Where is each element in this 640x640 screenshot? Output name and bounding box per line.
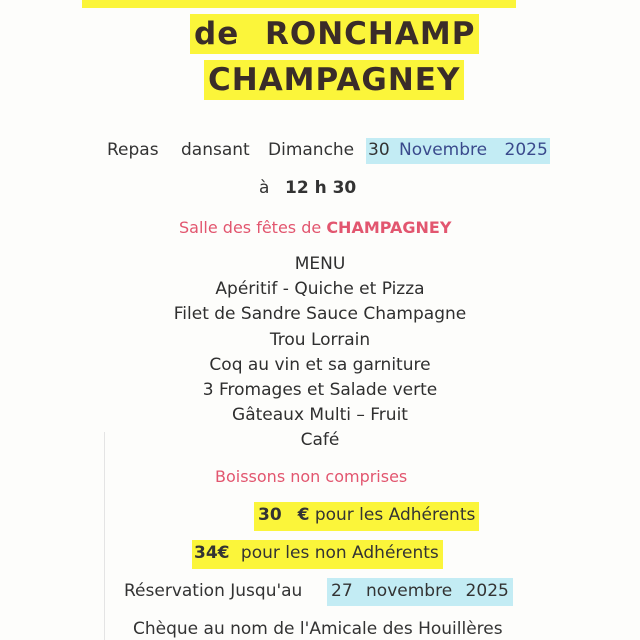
top-highlight-strip [82, 0, 516, 8]
price-nonmembers [192, 540, 443, 569]
venue-place: CHAMPAGNEY [326, 218, 452, 237]
dansant-label: dansant [181, 140, 250, 160]
price-nonmembers-label: pour les non Adhérents [240, 543, 439, 563]
menu-item: Apéritif - Quiche et Pizza [215, 279, 425, 299]
menu-item: Filet de Sandre Sauce Champagne [173, 304, 467, 324]
menu-item: Coq au vin et sa garniture [209, 355, 431, 375]
drinks-note: Boissons non comprises [215, 467, 408, 486]
venue-line [179, 218, 451, 237]
scan-edge-line [104, 432, 105, 640]
menu-item: 3 Fromages et Salade verte [202, 380, 438, 400]
event-date-month-year: Novembre 2025 [399, 140, 548, 160]
payment-note: Chèque au nom de l'Amicale des Houillères [133, 619, 503, 639]
day-label: Dimanche [268, 140, 355, 160]
title-line-2: CHAMPAGNEY [204, 60, 464, 100]
venue-prefix: Salle des fêtes de [179, 218, 322, 237]
reservation-date: 27 novembre 2025 [327, 578, 513, 606]
reservation-label: Réservation Jusqu'au [124, 581, 303, 601]
repas-label: Repas [107, 140, 159, 160]
price-members-label: pour les Adhérents [314, 505, 476, 525]
price-nonmembers-amount: 34€ [194, 543, 230, 563]
price-members [254, 502, 479, 531]
event-date-day: 30 [368, 140, 390, 160]
event-date [366, 138, 550, 164]
menu-item: Gâteaux Multi – Fruit [232, 405, 408, 425]
event-time: 12 h 30 [285, 178, 357, 198]
menu-item: Café [300, 430, 340, 450]
price-members-amount: 30 € [258, 505, 310, 525]
menu-heading: MENU [294, 254, 346, 274]
menu-item: Trou Lorrain [269, 330, 371, 350]
title-line-1: de RONCHAMP [190, 14, 479, 54]
time-prefix: à [259, 178, 270, 198]
